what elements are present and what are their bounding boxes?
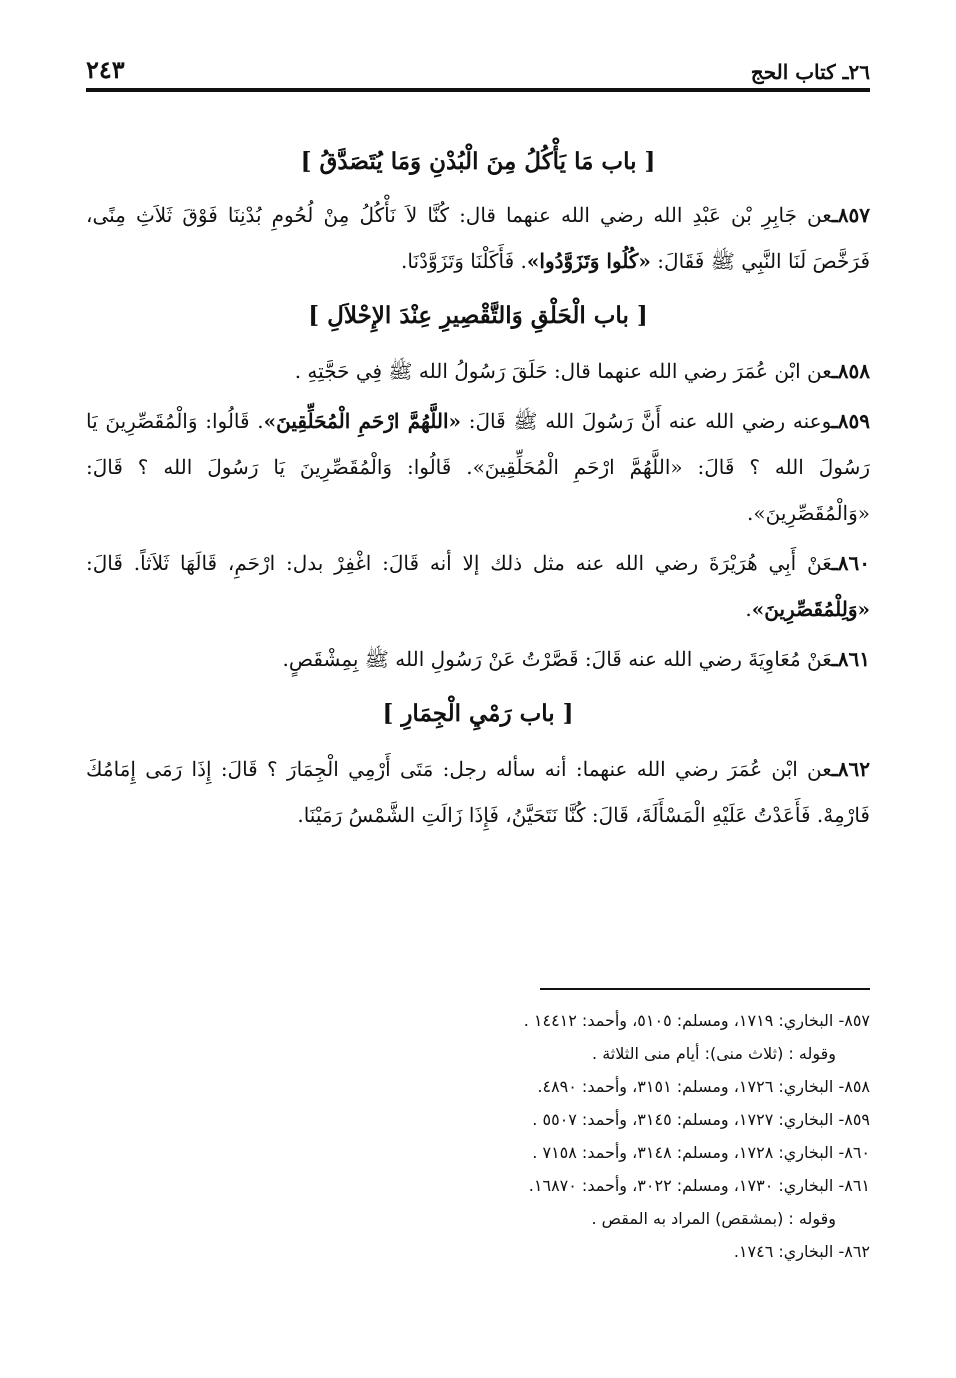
hadith-862 xyxy=(86,746,870,838)
footnote-line: ٨٥٨- البخاري: ١٧٢٦، ومسلم: ٣١٥١، وأحمد: ٤٨٩٠. xyxy=(537,1077,870,1096)
chapter-heading: [ باب رَمْيِ الْجِمَارِ ] xyxy=(382,700,574,727)
chapter-heading: [ باب مَا يَأْكُلُ مِنَ الْبُدْنِ وَمَا يُتَصَدَّقُ ] xyxy=(300,148,656,175)
footnote-line: ٨٦٠- البخاري: ١٧٢٨، ومسلم: ٣١٤٨، وأحمد: ٧١٥٨ . xyxy=(532,1143,870,1162)
page-number: ٢٤٣ xyxy=(86,55,125,84)
hadith-859 xyxy=(86,398,870,536)
footnote-line: ٨٦٢- البخاري: ١٧٤٦. xyxy=(733,1242,870,1261)
hadith-quote: «اللَّهُمَّ ارْحَمِ الْمُحَلِّقِينَ» xyxy=(263,409,462,433)
hadith-number: ٨٦٢ـ xyxy=(831,757,870,781)
hadith-number: ٨٥٧ـ xyxy=(831,203,870,227)
hadith-number: ٨٦٠ـ xyxy=(831,551,870,575)
hadith-text-end: . قَالُوا: وَالْمُقَصِّرِينَ يَا رَسُولَ الله ؟ قَالَ: «اللَّهُمَّ ارْحَمِ الْمُحَلِّقِينَ». قَالُوا: وَالْمُقَصِّرِينَ يَا رَسُولَ الله ؟ قَالَ: «وَالْمُقَصِّرِينَ». xyxy=(86,409,870,525)
hadith-quote: «وَلِلْمُقَصِّرِينَ» xyxy=(751,597,870,621)
hadith-861 xyxy=(86,636,870,682)
header-rule xyxy=(86,88,870,92)
hadith-quote: «كُلُوا وَتَزَوَّدُوا» xyxy=(526,249,651,273)
footnote-line: ٨٥٧- البخاري: ١٧١٩، ومسلم: ٥١٠٥، وأحمد: ١٤٤١٢ . xyxy=(523,1011,870,1030)
footnote-line: ٨٦١- البخاري: ١٧٣٠، ومسلم: ٣٠٢٢، وأحمد: ١٦٨٧٠. xyxy=(528,1176,870,1195)
hadith-text: عن جَابِرِ بْن عَبْدِ الله رضي الله عنهما قال: كُنَّا لاَ نَأْكُلُ مِنْ لُحُومِ بُدْنِنَا فَوْقَ ثَلاَثِ مِنًى، فَرَخَّصَ لَنَا النَّبِي ﷺ فَقَالَ: xyxy=(86,203,870,273)
footnote-rule xyxy=(540,988,870,990)
hadith-text-end: . xyxy=(745,597,752,621)
hadith-text: عن ابْن عُمَرَ رضي الله عنهما: أنه سأله رجل: مَتَى أَرْمِي الْجِمَارَ ؟ قَالَ: إِذَا رَمَى إِمَامُكَ فَارْمِهْ. فَأَعَدْتُ عَلَيْهِ الْمَسْأَلَةَ، قَالَ: كُنَّا نَتَحَيَّنُ، فَإِذَا زَالَتِ الشَّمْسُ رَمَيْنَا. xyxy=(86,757,870,827)
hadith-text-end: . فَأَكَلْنَا وَتَزَوَّدْنَا. xyxy=(401,249,527,273)
hadith-text: عَنْ مُعَاوِيَةَ رضي الله عنه قَالَ: قَصَّرْتُ عَنْ رَسُولِ الله ﷺ بِمِشْقَصٍ. xyxy=(282,647,832,671)
hadith-857 xyxy=(86,192,870,284)
hadith-860 xyxy=(86,540,870,632)
footnote-note: وقوله : (ثلاث منى): أيام منى الثلاثة . xyxy=(592,1044,836,1063)
footnote-note: وقوله : (بمشقص) المراد به المقص . xyxy=(591,1209,836,1228)
running-title: ٢٦ـ كتاب الحج xyxy=(750,60,870,84)
hadith-text: عن ابْن عُمَرَ رضي الله عنهما قال: حَلَقَ رَسُولُ الله ﷺ فِي حَجَّتِهِ . xyxy=(294,359,832,383)
hadith-text: وعنه رضي الله عنه أَنَّ رَسُولَ الله ﷺ قَالَ: xyxy=(461,409,832,433)
hadith-text: عَنْ أَبِي هُرَيْرَةَ رضي الله عنه مثل ذلك إلا أنه قَالَ: اغْفِرْ بدل: ارْحَمِ، قَالَهَا ثَلاَثاً. قَالَ: xyxy=(86,551,832,575)
main-text xyxy=(86,138,870,842)
hadith-number: ٨٦١ـ xyxy=(831,647,870,671)
running-header xyxy=(86,44,870,84)
hadith-858 xyxy=(86,348,870,394)
footnotes xyxy=(310,1004,870,1268)
hadith-number: ٨٥٩ـ xyxy=(831,409,870,433)
footnote-line: ٨٥٩- البخاري: ١٧٢٧، ومسلم: ٣١٤٥، وأحمد: ٥٥٠٧ . xyxy=(532,1110,870,1129)
chapter-heading: [ باب الْحَلْقِ وَالتَّقْصِيرِ عِنْدَ الإِحْلاَلِ ] xyxy=(308,302,648,329)
hadith-number: ٨٥٨ـ xyxy=(831,359,870,383)
